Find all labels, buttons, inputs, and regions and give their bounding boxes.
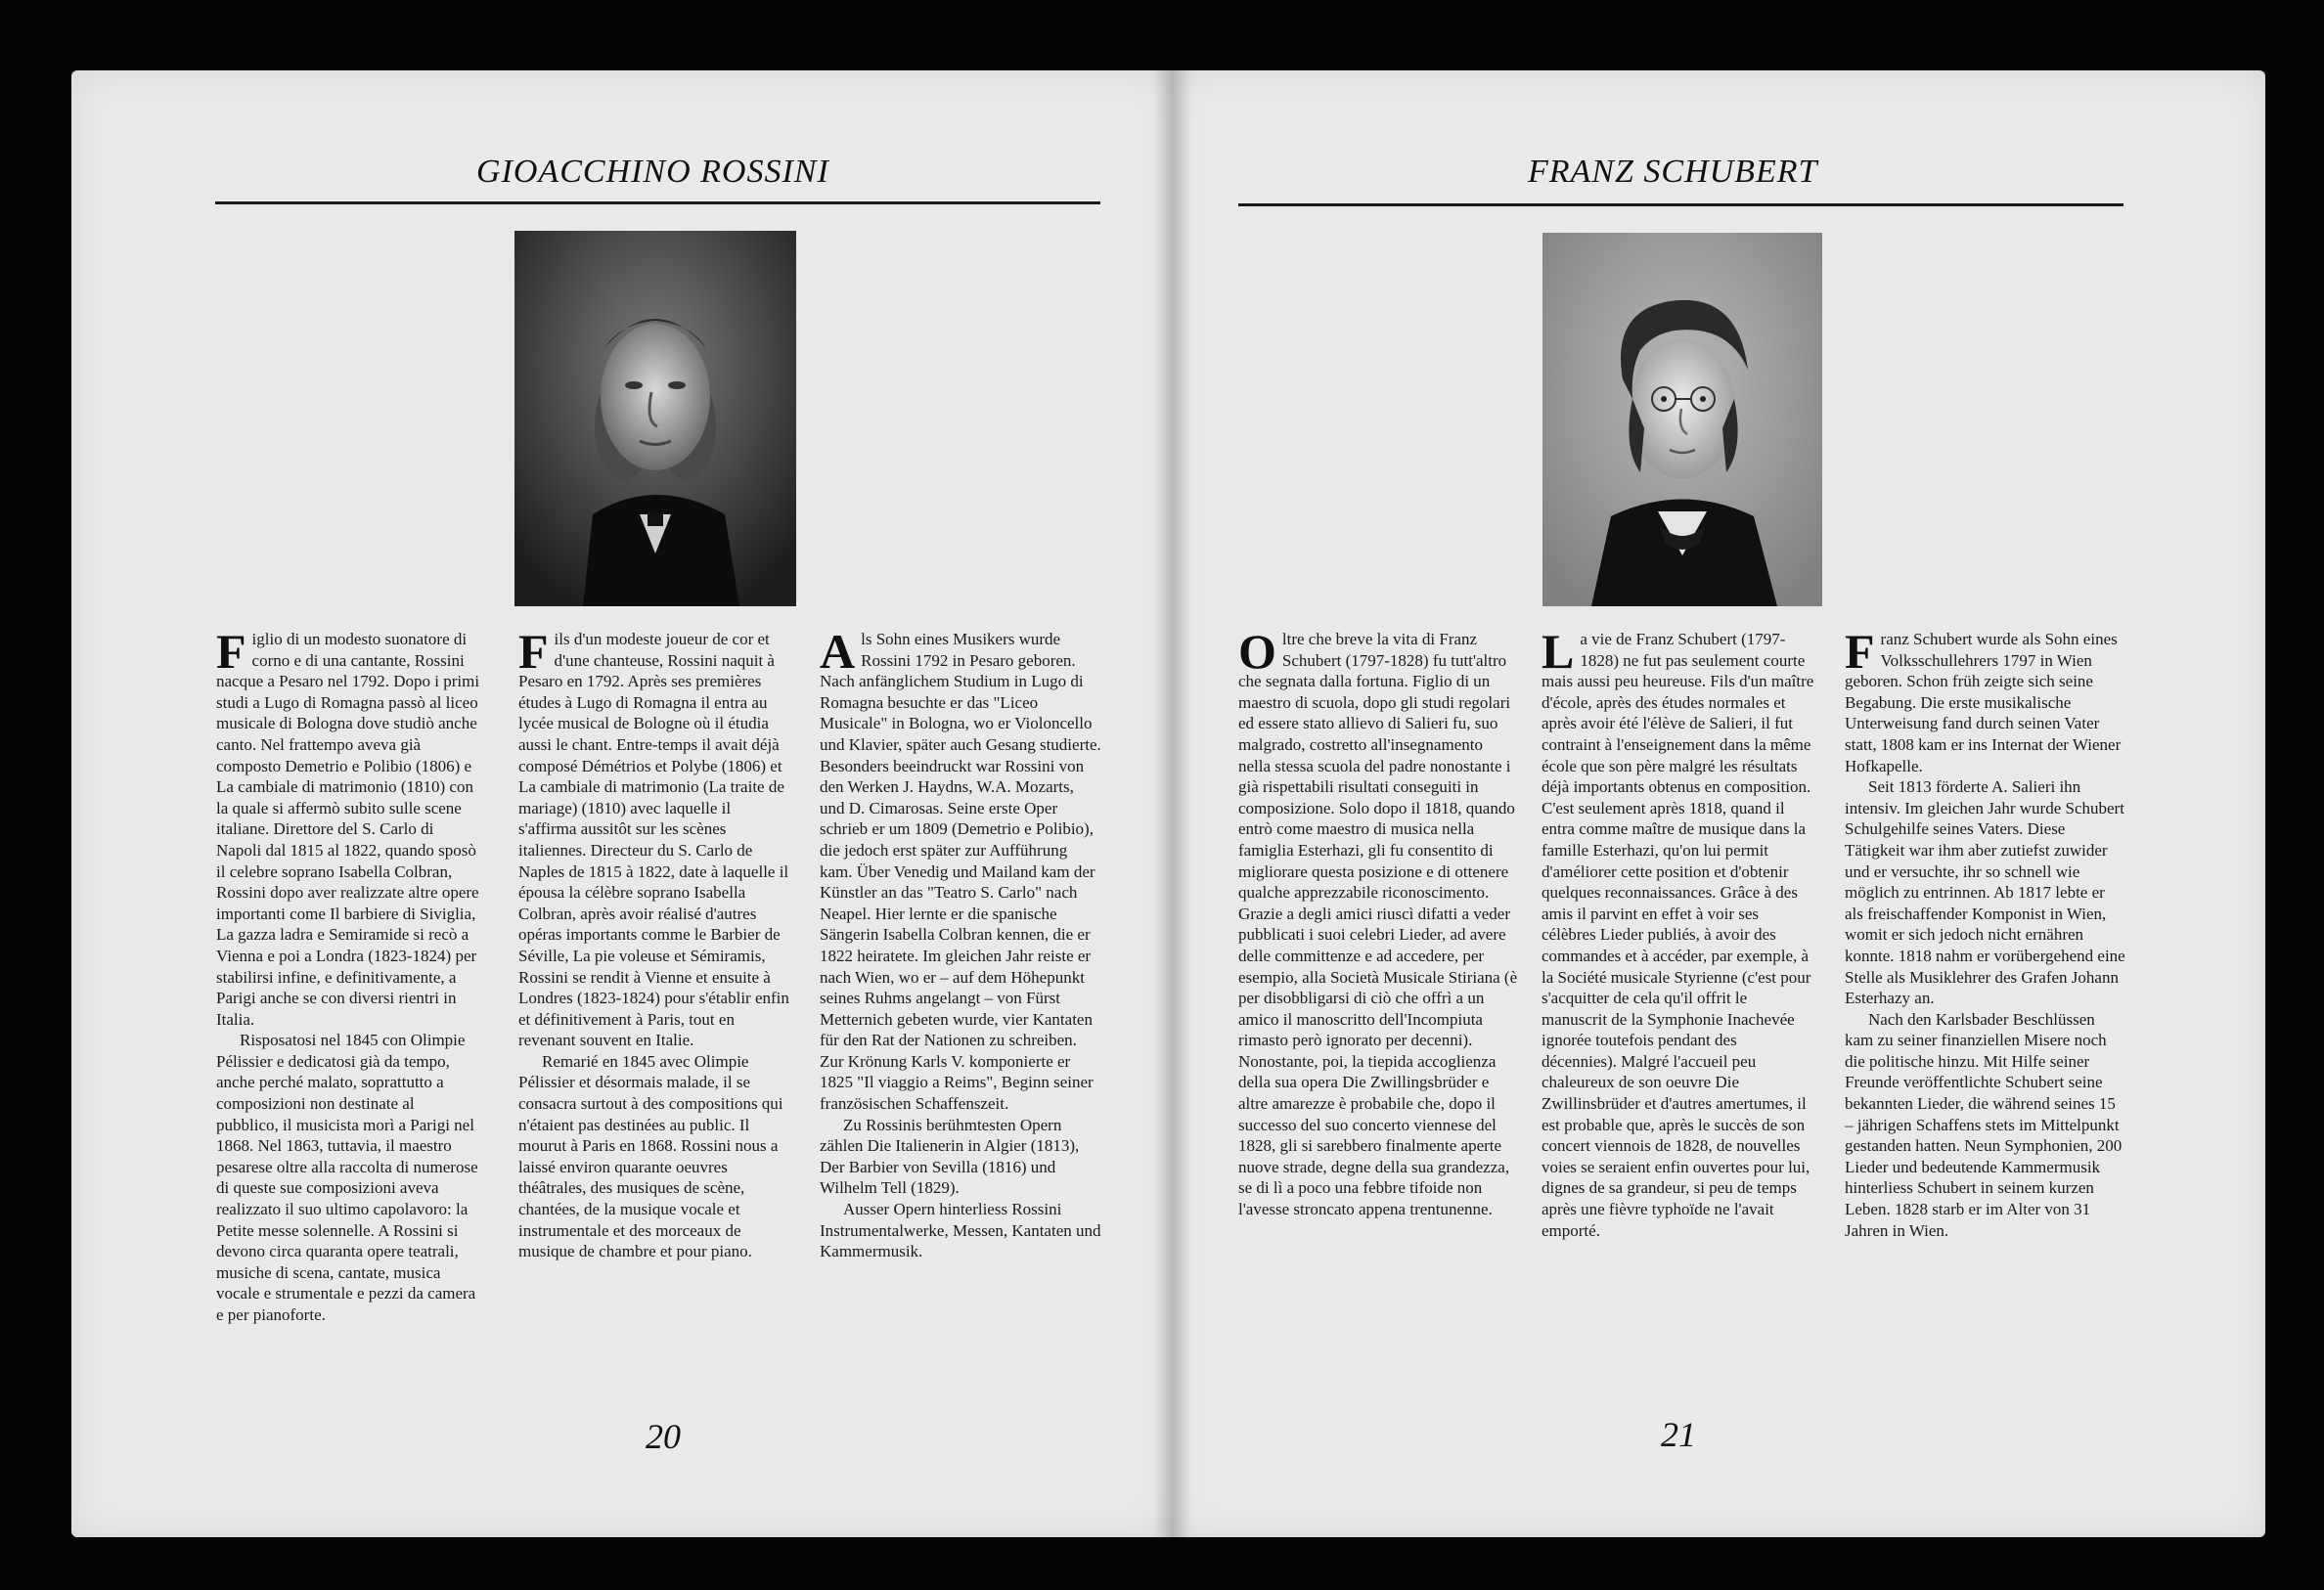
drop-cap: A: [820, 624, 856, 679]
schubert-text-italian: [1238, 624, 1518, 1220]
schubert-text-french: [1542, 624, 1815, 1241]
paragraph: Nach den Karlsbader Beschlüssen kam zu seiner finanziellen Misere noch die politische hinzu. Mit Hilfe seiner Freunde veröffentlichte Schubert seine bekannten Lieder, die während seines 15 – jährigen Schaffens stets im Mittelpunkt gestanden hatten. Neun Symphonien, 200 Lieder und bedeutende Kammermusik hinterliess Schubert in seinem kurzen Leben. 1828 starb er im Alter von 31 Jahren in Wien.: [1845, 1009, 2123, 1240]
rossini-text-german: [820, 624, 1101, 1262]
paragraph: Zu Rossinis berühmtesten Opern zählen Die Italienerin in Algier (1813), Der Barbier von Sevilla (1816) und Wilhelm Tell (1829).: [820, 1115, 1080, 1198]
paragraph: ranz Schubert wurde als Sohn eines Volksschullehrers 1797 in Wien geboren. Schon früh zeigte sich seine Begabung. Die erste musikalische Unterweisung fand durch seinen Vater statt, 1808 kam er ins Internat der Wiener Hofkapelle.: [1845, 630, 2122, 775]
rossini-text-french: [518, 624, 792, 1262]
title-rule-right: [1238, 203, 2123, 206]
paragraph: iglio di un modesto suonatore di corno e di una cantante, Rossini nacque a Pesaro nel 1792. Dopo i primi studi a Lugo di Romagna passò al liceo musicale di Bologna dove studiò anche canto. Nel frattempo aveva già composto Demetrio e Polibio (1806) e La cambiale di matrimonio (1810) con la quale si affermò subito sulle scene italiane. Direttore del S. Carlo di Napoli dal 1815 al 1822, quando sposò il celebre soprano Isabella Colbran, Rossini dopo aver realizzate altre opere importanti come Il barbiere di Siviglia, La gazza ladra e Semiramide si recò a Vienna e poi a Londra (1823-1824) per stabilirsi infine, e definitivamente, a Parigi anche se con diversi rientri in Italia.: [216, 630, 480, 1029]
page-title-schubert: FRANZ SCHUBERT: [1528, 154, 1818, 190]
paragraph: Risposatosi nel 1845 con Olimpie Pélissier e dedicatosi già da tempo, anche perché malato, soprattutto a composizioni non destinate al pubblico, il musicista morì a Parigi nel 1868. Nel 1863, tuttavia, il maestro pesarese oltre alla raccolta di numerose di queste sue composizioni aveva realizzato il suo ultimo capolavoro: la Petite messe solennelle. A Rossini si devono circa quaranta opere teatrali, musiche di scena, cantate, musica vocale e strumentale e pezzi da camera e per pianoforte.: [216, 1031, 478, 1324]
drop-cap: F: [216, 624, 246, 679]
paragraph: a vie de Franz Schubert (1797-1828) ne fut pas seulement courte mais aussi peu heureuse. Fils d'un maître d'école, après des études normales et après avoir été l'élève de Salieri, il fut contraint à l'enseignement dans la même école que son père malgré les résultats déjà importants obtenus en composition. C'est seulement après 1818, quand il entra comme maître de musique dans la famille Esterhazi, qu'on lui permit d'améliorer cette position et d'obtenir quelques reconnaissances. Grâce à des amis il parvint en effet à voir ses célèbres Lieder publiés, à avoir des commandes et à accéder, par exemple, à la Société musicale Styrienne (c'est pour s'acquitter de cela qu'il offrit le manuscrit de la Symphonie Inachevée ignorée toutefois pendant des décennies). Malgré l'accueil peu chaleureux de son oeuvre Die Zwillinsbrüder et d'autres amertumes, il est probable que, après le succès de son concert viennois de 1828, de nouvelles voies se seraient enfin ouvertes pour lui, dignes de sa grandeur, si peu de temps après une fièvre typhoïde ne l'avait emporté.: [1542, 630, 1814, 1240]
schubert-portrait: [1542, 233, 1822, 606]
book-spine: [1154, 70, 1191, 1537]
paragraph: Seit 1813 förderte A. Salieri ihn intensiv. Im gleichen Jahr wurde Schubert Schulgehilfe seines Vaters. Diese Tätigkeit war ihm aber zutiefst zuwider und er versuchte, ihr so schnell wie möglich zu entrinnen. Ab 1817 lebte er als freischaffender Komponist in Wien, womit er sich jedoch nicht ernähren konnte. 1818 nahm er vorübergehend eine Stelle als Musiklehrer des Grafen Johann Esterhazy an.: [1845, 777, 2125, 1008]
paragraph: ltre che breve la vita di Franz Schubert (1797-1828) fu tutt'altro che segnata dalla fortuna. Figlio di un maestro di scuola, dopo gli studi regolari ed essere stato allievo di Salieri fu, suo malgrado, costretto all'insegnamento nella stessa scuola del padre nonostante i già rispettabili risultati conseguiti in composizione. Solo dopo il 1818, quando entrò come maestro di musica nella famiglia Esterhazi, gli fu consentito di migliorare questa posizione e di ottenere qualche apprezzabile riconoscimento. Grazie a degli amici riuscì difatti a veder pubblicati i suoi celebri Lieder, ad avere delle committenze e ad accedere, per esempio, alla Società Musicale Stiriana (è per disobbligarsi di ciò che offrì a un amico il manoscritto dell'Incompiuta rimasto però ignorato per decenni). Nonostante, poi, la tiepida accoglienza della sua opera Die Zwillingsbrüder e altre amarezze è probabile che, dopo il successo del suo concerto viennese del 1828, gli si sarebbero finalmente aperte nuove strade, degne della sua grandezza, se di lì a poco una febbre tifoide non l'avesse stroncato appena trentunenne.: [1238, 630, 1518, 1219]
paragraph: Ausser Opern hinterliess Rossini Instrumentalwerke, Messen, Kantaten und Kammermusik.: [820, 1200, 1101, 1261]
paragraph: Remarié en 1845 avec Olimpie Pélissier et désormais malade, il se consacra surtout à des compositions qui n'étaient pas destinées au public. Il mourut à Paris en 1868. Rossini nous a laissé environ quarante oeuvres théâtrales, des musiques de scène, chantées, de la musique vocale et instrumentale et des morceaux de musique de chambre et pour piano.: [518, 1051, 783, 1261]
rossini-portrait: [514, 231, 796, 606]
page-number-right: 21: [1661, 1415, 1696, 1454]
paragraph: ils d'un modeste joueur de cor et d'une chanteuse, Rossini naquit à Pesaro en 1792. Après ses premières études à Lugo di Romagna il entra au lycée musical de Bologne où il étudia aussi le chant. Entre-temps il avait déjà composé Démétrios et Polybe (1806) et La cambiale di matrimonio (La traite de mariage) (1810) avec laquelle il s'affirma aussitôt sur les scènes italiennes. Directeur du S. Carlo de Naples de 1815 à 1822, date à laquelle il épousa la célèbre soprano Isabella Colbran, après avoir réalisé d'autres opéras importants comme le Barbier de Séville, La pie voleuse et Sémiramis, Rossini se rendit à Vienne et ensuite à Londres (1823-1824) pour s'établir enfin et définitivement à Paris, tout en revenant souvent en Italie.: [518, 630, 789, 1050]
rossini-text-italian: [216, 624, 480, 1326]
title-rule-left: [215, 201, 1100, 204]
page-number-left: 20: [646, 1417, 681, 1456]
drop-cap: O: [1238, 624, 1276, 679]
paragraph: ls Sohn eines Musikers wurde Rossini 1792 in Pesaro geboren. Nach anfänglichem Studium in Lugo di Romagna besuchte er das "Liceo Musicale" in Bologna, wo er Violoncello und Klavier, später auch Gesang studierte. Besonders beeindruckt war Rossini von den Werken J. Haydns, W.A. Mozarts, und D. Cimarosas. Seine erste Oper schrieb er um 1809 (Demetrio e Polibio), die jedoch erst später zur Aufführung kam. Über Venedig und Mailand kam der Künstler an das "Teatro S. Carlo" nach Neapel. Hier lernte er die spanische Sängerin Isabella Colbran kennen, die er 1822 heiratete. Im gleichen Jahr reiste er nach Wien, wo er – auf dem Höhepunkt seines Ruhms angelangt – von Fürst Metternich gebeten wurde, vier Kantaten für den Rat der Nationen zu schreiben. Zur Krönung Karls V. komponierte er 1825 "Il viaggio a Reims", Beginn seiner französischen Schaffenszeit.: [820, 630, 1101, 1114]
drop-cap: F: [518, 624, 549, 679]
drop-cap: L: [1542, 624, 1575, 679]
drop-cap: F: [1845, 624, 1875, 679]
schubert-text-german: [1845, 624, 2126, 1241]
page-title-rossini: GIOACCHINO ROSSINI: [476, 154, 829, 190]
